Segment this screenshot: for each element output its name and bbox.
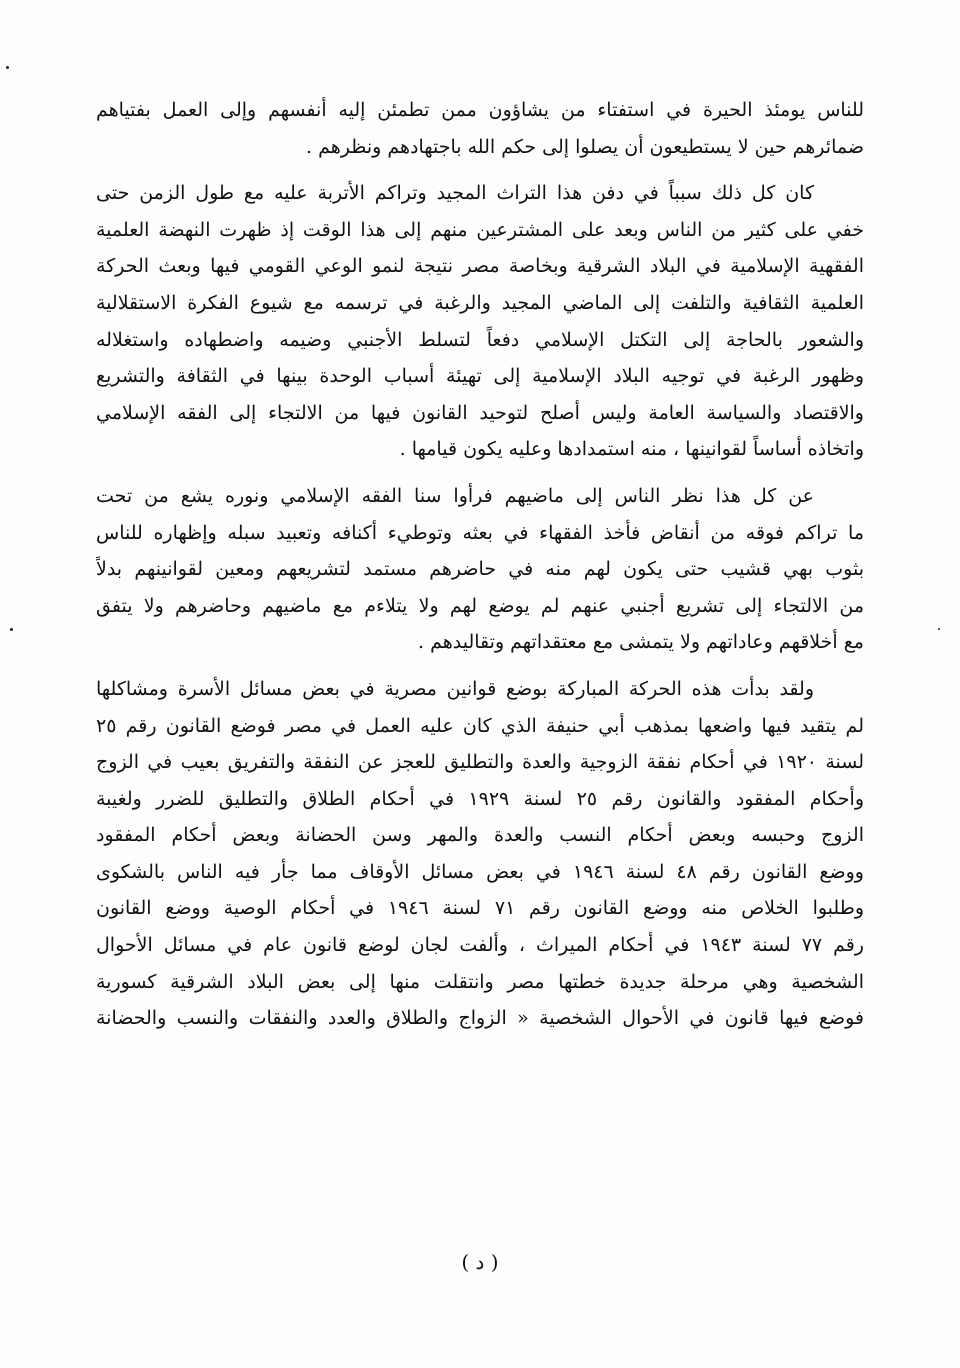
text-line: والشعور بالحاجة إلى التكتل الإسلامي دفعاً لتسلط الأجنبي وضيمه واضطهاده واستغلاله <box>96 328 864 351</box>
text-line: فوضع فيها قانون في الأحوال الشخصية « الزواج والطلاق والعدد والنفقات والنسب والحضانة <box>96 1007 864 1030</box>
text-line: ضمائرهم حين لا يستطيعون أن يصلوا إلى حكم الله باجتهادهم ونظرهم . <box>306 135 864 158</box>
page-number: ( د ) <box>461 1250 499 1274</box>
text-line: لم يتقيد فيها واضعها بمذهب أبي حنيفة الذي كان عليه العمل في مصر فوضع القانون رقم ٢٥ <box>96 714 864 737</box>
text-line: الزوج وحبسه وبعض أحكام النسب والعدة والمهر وسن الحضانة وبعض أحكام المفقود <box>96 824 864 847</box>
text-line: ولقد بدأت هذه الحركة المباركة بوضع قوانين مصرية في بعض مسائل الأسرة ومشاكلها <box>96 677 814 700</box>
text-line: وطلبوا الخلاص منه ووضع القانون رقم ٧١ لسنة ١٩٤٦ في أحكام الوصية ووضع القانون <box>96 897 864 920</box>
text-line: رقم ٧٧ لسنة ١٩٤٣ في أحكام الميراث ، وألفت لجان لوضع قانون عام في مسائل الأحوال <box>96 934 864 957</box>
text-line: وأحكام المفقود والقانون رقم ٢٥ لسنة ١٩٢٩ في أحكام الطلاق والتطليق للضرر ولغيبة <box>96 787 864 810</box>
text-line: للناس يومئذ الحيرة في استفتاء من يشاؤون ممن تطمئن إليه أنفسهم وإلى العمل بفتياهم <box>96 99 864 121</box>
text-line: بثوب بهي قشيب حتى يكون لهم منه في حاضرهم مستمد لتشريعهم ومعين لقوانينهم بدلاً <box>96 558 864 581</box>
text-line: ما تراكم فوقه من أنقاض فأخذ الفقهاء في بعثه وتوطيء أكنافه وتعبيد سبله وإظهاره للناس <box>96 521 864 544</box>
paragraph-1 <box>96 92 864 165</box>
text-line: واتخاذه أساساً لقوانينها ، منه استمدادها وعليه يكون قيامها . <box>399 438 864 461</box>
text-line: من الالتجاء إلى تشريع أجنبي عنهم لم يوضع لهم ولا يتلاءم مع ماضيهم وحاضرهم ولا يتفق <box>96 594 864 617</box>
text-line: العلمية الثقافية والتلفت إلى الماضي المجيد والرغبة في ترسمه مع شيوع الفكرة الاستقلالية <box>96 291 864 314</box>
text-line: كان كل ذلك سبباً في دفن هذا التراث المجيد وتراكم الأتربة عليه مع طول الزمن حتى <box>96 182 814 205</box>
body-text <box>96 92 864 1037</box>
scan-speck <box>10 628 13 631</box>
scan-speck <box>938 628 940 630</box>
text-line: خفي على كثير من الناس وبعد على المشترعين منهم إلى هذا الوقت إذ ظهرت النهضة العلمية <box>96 218 864 241</box>
scan-speck <box>6 66 9 69</box>
text-line: مع أخلاقهم وعاداتهم ولا يتمشى مع معتقداتهم وتقاليدهم . <box>418 631 864 654</box>
paragraph-3 <box>96 478 864 661</box>
text-line: الشخصية وهي مرحلة جديدة خطتها مصر وانتقلت منها إلى بعض البلاد الشرقية كسورية <box>96 970 864 993</box>
text-line: عن كل هذا نظر الناس إلى ماضيهم فرأوا سنا الفقه الإسلامي ونوره يشع من تحت <box>96 484 814 507</box>
text-line: وظهور الرغبة في توجيه البلاد الإسلامية إلى تهيئة أسباب الوحدة بينها في الثقافة والتشريع <box>96 365 864 388</box>
paragraph-2 <box>96 175 864 468</box>
text-line: الفقهية الإسلامية في البلاد الشرقية وبخاصة مصر نتيجة لنمو الوعي القومي فيها وبعث الحركة <box>96 255 864 278</box>
text-line: ووضع القانون رقم ٤٨ لسنة ١٩٤٦ في بعض مسائل الأوقاف مما جأر فيه الناس بالشكوى <box>96 860 864 883</box>
paragraph-4 <box>96 671 864 1037</box>
text-line: لسنة ١٩٢٠ في أحكام نفقة الزوجية والعدة والتطليق للعجز عن النفقة والتفريق بعيب في الزوج <box>96 751 864 774</box>
text-line: والاقتصاد والسياسة العامة وليس أصلح لتوحيد القانون فيها من الالتجاء إلى الفقه الإسلامي <box>96 401 864 424</box>
